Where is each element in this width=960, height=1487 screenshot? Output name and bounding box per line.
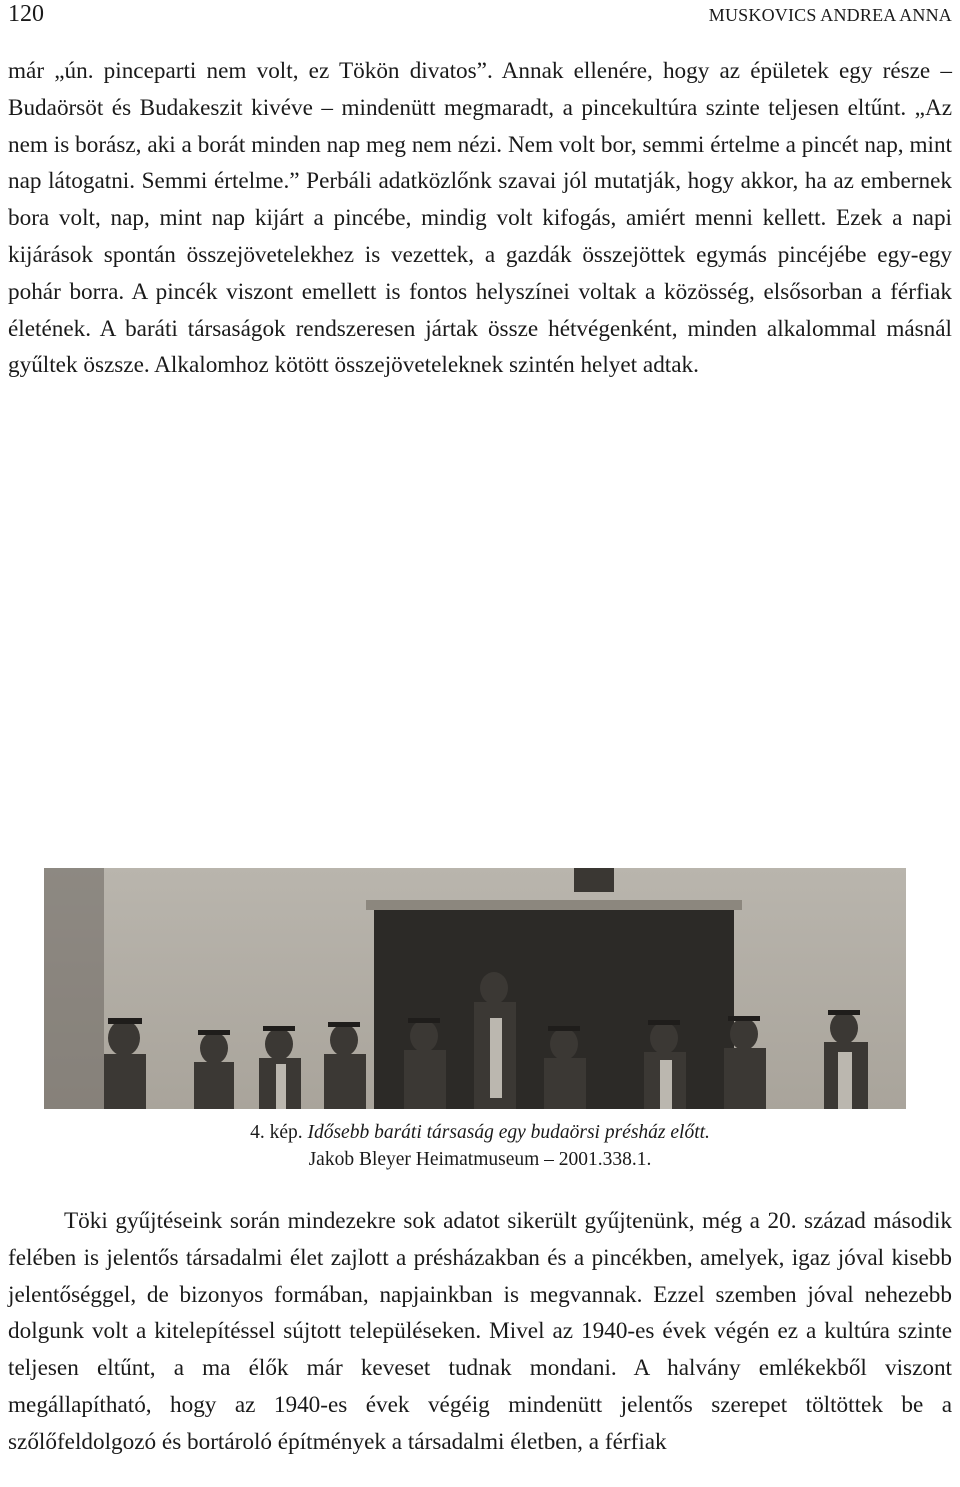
figure-photo — [44, 868, 906, 1109]
page-number: 120 — [8, 1, 44, 27]
body-paragraph-1: már „ún. pinceparti nem volt, ez Tökön divatos”. Annak ellenére, hogy az épületek egy része – Budaörsöt és Budakeszit kivéve – mindenütt megmaradt, a pincekultúra szinte teljesen eltűnt. „Az nem is borász, aki a borát minden nap meg nem nézi. Nem volt bor, semmi értelme a pincét nap, mint nap látogatni. Semmi értelme.” Perbáli adatközlőnk szavai jól mutatják, hogy akkor, ha az embernek bora volt, nap, mint nap kijárt a pincébe, mindig volt kifogás, amiért menni kellett. Ezek a napi kijárások spontán összejövetelekhez is vezettek, a gazdák összejöttek egymás pincéjébe egy-egy pohár borra. A pincék viszont emellett is fontos helyszínei voltak a közösség, elsősorban a férfiak életének. A baráti társaságok rendszeresen jártak össze hétvégenként, minden alkalommal másnál gyűltek öszsze. Alkalomhoz kötött összejöveteleknek szintén helyet adtak. — [8, 58, 952, 379]
running-head: MUSKOVICS ANDREA ANNA — [708, 5, 952, 25]
body-paragraph-2: Töki gyűjtéseink során mindezekre sok adatot sikerült gyűjtenünk, még a 20. század második felében is jelentős társadalmi élet zajlott a présházakban és a pincékben, amelyek, igaz jóval kisebb jelentőséggel, de bizonyos formában, napjainkban is megvannak. Ezzel szemben jóval nehezebb dolgunk volt a kitelepítéssel sújtott településeken. Mivel az 1940-es évek végén ez a kultúra szinte teljesen eltűnt, a ma élők már keveset tudnak mondani. A halvány emlékekből viszont megállapítható, hogy az 1940-es évek végéig mindenütt jelentős szerepet töltöttek be a szőlőfeldolgozó és bortároló építmények a társadalmi életben, a férfiak — [8, 1208, 952, 1455]
page-header — [8, 0, 952, 32]
photo — [44, 868, 906, 1109]
figure-source: Jakob Bleyer Heimatmuseum – 2001.338.1. — [308, 1149, 652, 1170]
figure-label: 4. kép. — [250, 1122, 303, 1143]
figure-title: Idősebb baráti társaság egy budaörsi présház előtt. — [307, 1122, 710, 1143]
figure-caption — [0, 1120, 960, 1146]
group-photo-image — [44, 868, 906, 1109]
